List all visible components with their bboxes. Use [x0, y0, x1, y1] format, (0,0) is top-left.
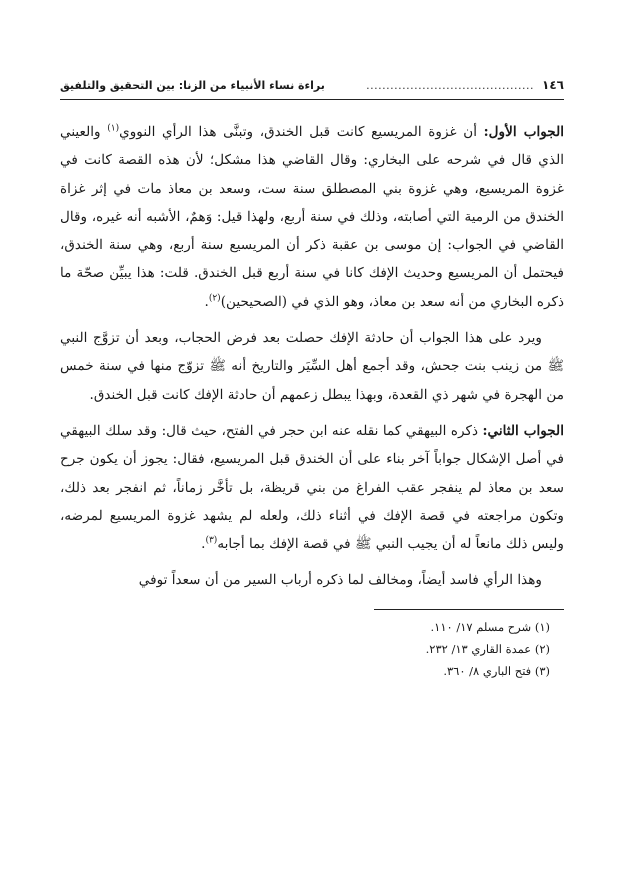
first-answer-heading: الجواب الأول: — [483, 124, 564, 140]
page-number: ١٤٦ — [542, 78, 564, 92]
paragraph-text: وهذا الرأي فاسد أيضاً، ومخالف لما ذكره أرباب السير من أن سعداً توفي — [138, 572, 542, 589]
paragraph-text: ويرد على هذا الجواب أن حادثة الإفك حصلت بعد فرض الحجاب، وبعد أن تزوَّج النبي ﷺ من زينب بنت جحش، وقد أجمع أهل السِّيَر والتاريخ أنه ﷺ تزوّج منها في سنة خمس من الهجرة في شهر ذي القعدة، وبهذا يبطل زعمهم أن حادثة الإفك كانت قبل الخندق. — [60, 330, 564, 403]
paragraph-first-answer — [60, 118, 564, 316]
footnote-item: (٢) عمدة القاري ١٣/ ٢٣٢. — [425, 641, 550, 656]
book-title: براءة نساء الأنبياء من الزنا: بين التحقيق والتلفيق — [60, 79, 325, 92]
paragraph-text-cont: والعيني الذي قال في شرحه على البخاري: وقال القاضي هذا مشكل؛ لأن هذه القصة كانت في غزوة المريسيع، وهي غزوة بني المصطلق سنة ست، وسعد بن معاذ مات في إثر غزاة الخندق من الرمية التي أصابته، وذلك في سنة أربع، ولهذا قيل: وَهمٌ، الأشبه أنه غيره، وقال القاضي في الجواب: إن موسى بن عقبة ذكر أن المريسيع سنة أربع، وهي سنة الخندق، فيحتمل أن المريسيع وحديث الإفك كانا في سنة أربع قبل الخندق. قلت: هذا يبيِّن صحّة ما ذكره البخاري من أنه سعد بن معاذ، وهو الذي في (الصحيحين) — [60, 124, 564, 310]
footnote-item: (١) شرح مسلم ١٧/ ١١٠. — [430, 619, 550, 634]
footnote-divider — [374, 609, 564, 610]
footnotes — [60, 616, 564, 682]
paragraph-refutation-two — [60, 566, 564, 594]
book-page — [60, 78, 564, 682]
paragraph-text: أن غزوة المريسيع كانت قبل الخندق، وتبنَّى هذا الرأي النووي — [119, 124, 484, 140]
paragraph-end: . — [204, 293, 209, 310]
paragraph-end: . — [201, 536, 206, 553]
footnote-ref: (٢) — [208, 293, 221, 304]
header-dots: .......................................... — [366, 79, 535, 92]
footnote-ref: (١) — [107, 123, 120, 134]
second-answer-heading: الجواب الثاني: — [482, 422, 564, 439]
paragraph-second-answer — [60, 417, 564, 558]
footnote-item: (٣) فتح الباري ٨/ ٣٦٠. — [443, 663, 550, 678]
paragraph-text: ذكره البيهقي كما نقله عنه ابن حجر في الفتح، حيث قال: وقد سلك البيهقي في أصل الإشكال جواباً آخر بناء على أن الخندق قبل المريسيع، فقال: يجوز أن يكون جرح سعد بن معاذ لم ينفجر عقب الفراغ من بني قريظة، بل تأخَّر زماناً، ثم انفجر بعد ذلك، وتكون مراجعته في قصة الإفك في أثناء ذلك، ولعله لم يشهد غزوة المريسيع لمرضه، وليس ذلك مانعاً له أن يجيب النبي ﷺ في قصة الإفك بما أجابه — [60, 422, 564, 553]
running-header — [60, 78, 564, 100]
paragraph-refutation-one — [60, 324, 564, 409]
footnote-ref: (٣) — [205, 535, 218, 546]
main-text — [60, 118, 564, 595]
